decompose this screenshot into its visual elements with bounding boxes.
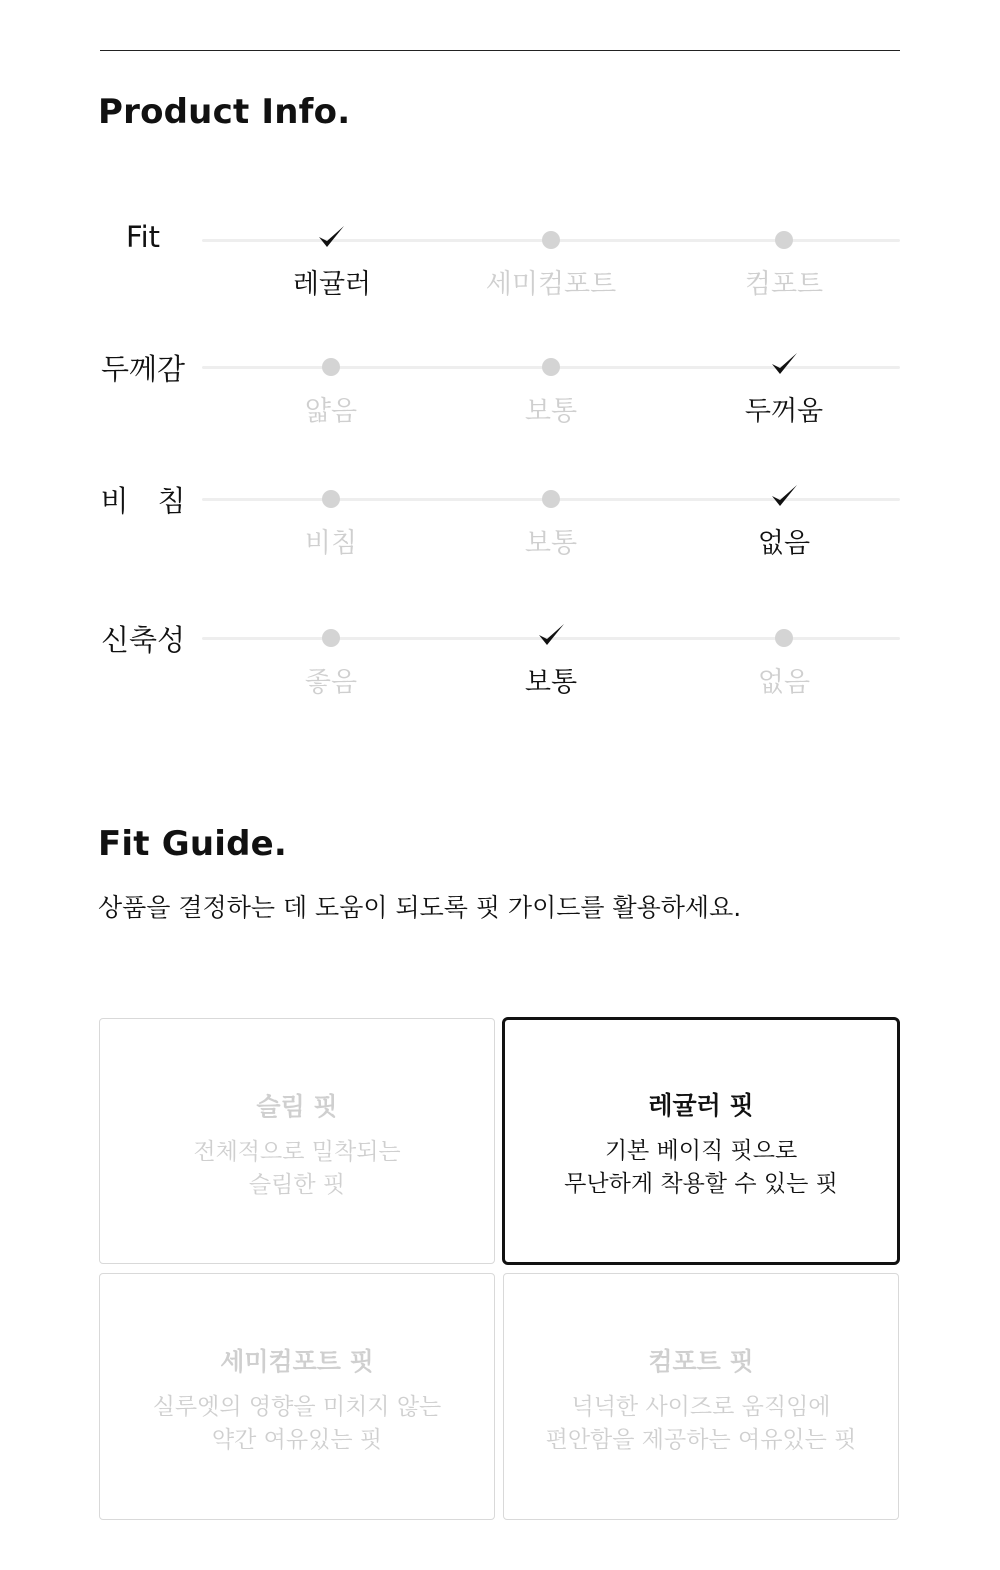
row-label: 두께감 bbox=[100, 352, 186, 386]
scale-dot[interactable] bbox=[775, 231, 793, 249]
scale-option: 컴포트 bbox=[744, 269, 824, 300]
fit-card-regular[interactable] bbox=[502, 1017, 900, 1265]
scale-option: 좋음 bbox=[304, 667, 358, 698]
card-title: 레귤러 핏 bbox=[648, 1091, 754, 1120]
row-label: 신축성 bbox=[100, 623, 186, 657]
scale-option-selected: 두꺼움 bbox=[744, 396, 824, 427]
fit-scale-row bbox=[0, 220, 1000, 330]
fit-guide-description: 상품을 결정하는 데 도움이 되도록 핏 가이드를 활용하세요. bbox=[98, 893, 742, 922]
scale-dot[interactable] bbox=[775, 629, 793, 647]
card-title: 슬림 핏 bbox=[256, 1092, 338, 1121]
card-description: 넉넉한 사이즈로 움직임에 편안함을 제공하는 여유있는 핏 bbox=[545, 1394, 857, 1453]
scale-dot[interactable] bbox=[322, 629, 340, 647]
row-label: Fit bbox=[126, 220, 160, 254]
top-divider bbox=[100, 50, 900, 51]
scale-dot[interactable] bbox=[542, 358, 560, 376]
card-description: 전체적으로 밀착되는 슬림한 핏 bbox=[193, 1139, 401, 1198]
check-icon bbox=[316, 222, 348, 254]
scale-option-selected: 레귤러 bbox=[292, 269, 372, 300]
card-description: 실루엣의 영향을 미치지 않는 약간 여유있는 핏 bbox=[152, 1394, 442, 1453]
card-description: 기본 베이직 핏으로 무난하게 착용할 수 있는 핏 bbox=[564, 1138, 838, 1197]
scale-option: 세미컴포트 bbox=[485, 269, 617, 300]
scale-dot[interactable] bbox=[322, 490, 340, 508]
check-icon bbox=[769, 349, 801, 381]
fit-card-comfort[interactable] bbox=[503, 1273, 899, 1520]
scale-option: 보통 bbox=[524, 528, 578, 559]
thickness-scale-row bbox=[0, 352, 1000, 457]
scale-option-selected: 없음 bbox=[757, 528, 811, 559]
row-label: 비 침 bbox=[100, 484, 186, 518]
scale-option: 없음 bbox=[757, 667, 811, 698]
scale-option: 보통 bbox=[524, 396, 578, 427]
scale-dot[interactable] bbox=[542, 490, 560, 508]
check-icon bbox=[536, 620, 568, 652]
scale-option: 얇음 bbox=[304, 396, 358, 427]
scale-dot[interactable] bbox=[542, 231, 560, 249]
scale-option: 비침 bbox=[304, 528, 358, 559]
fit-card-semi-comfort[interactable] bbox=[99, 1273, 495, 1520]
scale-option-selected: 보통 bbox=[524, 667, 578, 698]
scale-dot[interactable] bbox=[322, 358, 340, 376]
fit-card-slim[interactable] bbox=[99, 1018, 495, 1264]
card-title: 컴포트 핏 bbox=[648, 1347, 754, 1376]
fit-guide-heading: Fit Guide. bbox=[98, 824, 288, 864]
card-title: 세미컴포트 핏 bbox=[220, 1347, 374, 1376]
stretch-scale-row bbox=[0, 623, 1000, 728]
check-icon bbox=[769, 481, 801, 513]
sheerness-scale-row bbox=[0, 484, 1000, 589]
product-info-heading: Product Info. bbox=[98, 92, 351, 132]
